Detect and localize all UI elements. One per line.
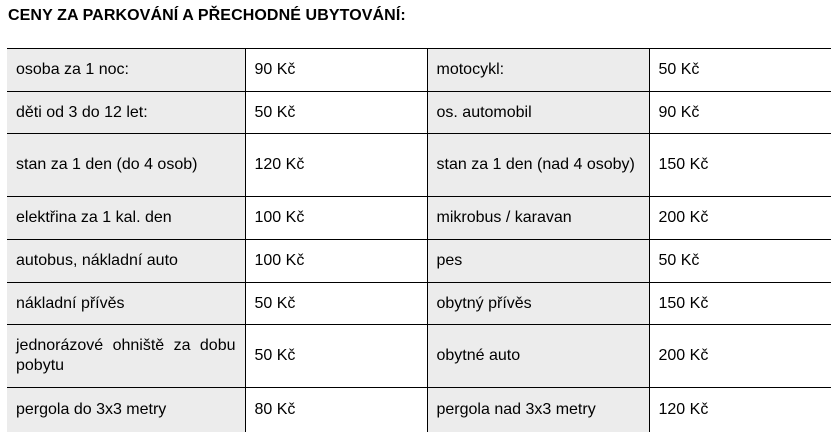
service-price: 200 Kč	[649, 197, 831, 240]
service-price: 200 Kč	[649, 325, 831, 388]
service-label: pergola nad 3x3 metry	[427, 388, 649, 432]
service-label: stan za 1 den (do 4 osob)	[7, 134, 245, 197]
service-label: obytný přívěs	[427, 283, 649, 325]
service-label: nákladní přívěs	[7, 283, 245, 325]
service-price: 100 Kč	[245, 197, 427, 240]
page-title: CENY ZA PARKOVÁNÍ A PŘECHODNÉ UBYTOVÁNÍ:	[8, 7, 406, 24]
service-price: 90 Kč	[245, 49, 427, 92]
service-price: 90 Kč	[649, 92, 831, 134]
service-label: stan za 1 den (nad 4 osoby)	[427, 134, 649, 197]
table-row	[7, 92, 831, 134]
service-price: 50 Kč	[245, 325, 427, 388]
service-price: 80 Kč	[245, 388, 427, 432]
service-label: motocykl:	[427, 49, 649, 92]
price-table	[7, 48, 831, 432]
service-price: 50 Kč	[649, 49, 831, 92]
service-price: 120 Kč	[649, 388, 831, 432]
service-label: elektřina za 1 kal. den	[7, 197, 245, 240]
service-price: 120 Kč	[245, 134, 427, 197]
service-price: 100 Kč	[245, 240, 427, 283]
service-price: 50 Kč	[245, 92, 427, 134]
service-price: 50 Kč	[245, 283, 427, 325]
table-row	[7, 197, 831, 240]
service-label: obytné auto	[427, 325, 649, 388]
table-row	[7, 283, 831, 325]
table-row	[7, 388, 831, 432]
service-label: pergola do 3x3 metry	[7, 388, 245, 432]
service-price: 150 Kč	[649, 134, 831, 197]
table-row	[7, 240, 831, 283]
table-row	[7, 134, 831, 197]
service-label: mikrobus / karavan	[427, 197, 649, 240]
service-label: pes	[427, 240, 649, 283]
service-label: děti od 3 do 12 let:	[7, 92, 245, 134]
service-label: osoba za 1 noc:	[7, 49, 245, 92]
table-row	[7, 325, 831, 388]
service-label: jednorázové ohniště za dobu pobytu	[7, 325, 245, 388]
service-price: 50 Kč	[649, 240, 831, 283]
service-label: autobus, nákladní auto	[7, 240, 245, 283]
service-label: os. automobil	[427, 92, 649, 134]
table-row	[7, 49, 831, 92]
service-price: 150 Kč	[649, 283, 831, 325]
